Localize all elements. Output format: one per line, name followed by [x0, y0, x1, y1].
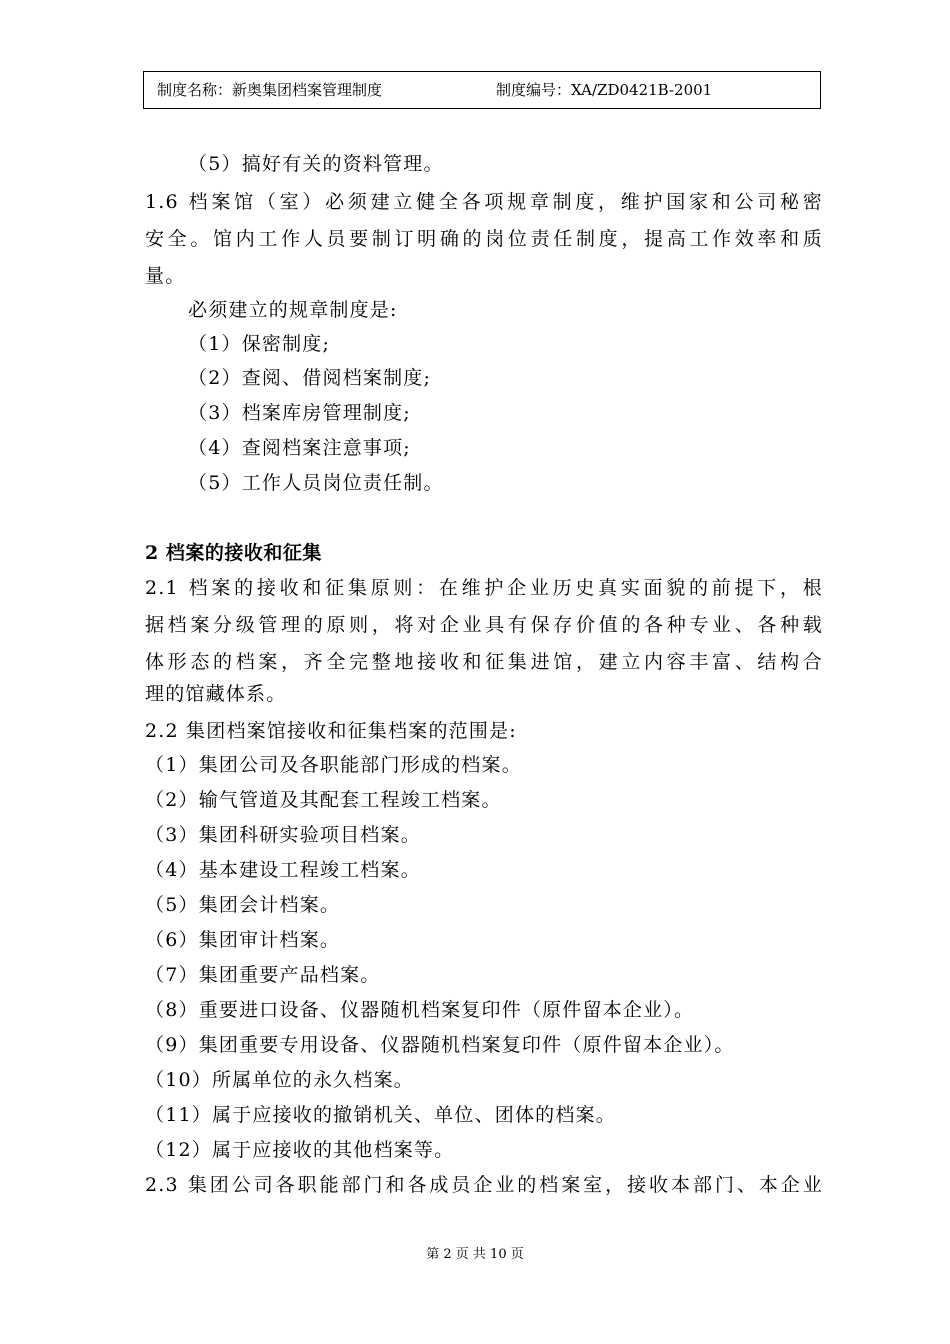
list-item: （5）集团会计档案。 — [145, 894, 341, 916]
list-item: （4）查阅档案注意事项; — [188, 437, 411, 459]
page-number: 第 2 页 共 10 页 — [426, 1247, 524, 1262]
text-line: 安全。馆内工作人员要制订明确的岗位责任制度，提高工作效率和质 — [145, 228, 823, 250]
document-header — [143, 71, 821, 109]
text-line: 2.1 档案的接收和征集原则：在维护企业历史真实面貌的前提下，根 — [145, 577, 823, 599]
list-item: （10）所属单位的永久档案。 — [145, 1069, 414, 1091]
policy-code: 制度编号：XA/ZD0421B-2001 — [496, 81, 713, 99]
text-line: 体形态的档案，齐全完整地接收和征集进馆，建立内容丰富、结构合 — [145, 651, 823, 673]
list-item: （7）集团重要产品档案。 — [145, 964, 381, 986]
text-line: 1.6 档案馆（室）必须建立健全各项规章制度，维护国家和公司秘密 — [145, 191, 823, 213]
list-item: （3）档案库房管理制度; — [188, 402, 411, 424]
list-item: （5）工作人员岗位责任制。 — [188, 472, 444, 494]
list-item: （1）集团公司及各职能部门形成的档案。 — [145, 754, 522, 776]
text-line: 量。 — [145, 265, 186, 287]
list-item: （3）集团科研实验项目档案。 — [145, 824, 421, 846]
section-heading: 2 档案的接收和征集 — [145, 542, 322, 564]
list-item: （6）集团审计档案。 — [145, 929, 341, 951]
list-item: （8）重要进口设备、仪器随机档案复印件（原件留本企业）。 — [145, 999, 695, 1021]
list-item: （2）输气管道及其配套工程竣工档案。 — [145, 789, 502, 811]
text-line: （5）搞好有关的资料管理。 — [188, 153, 444, 175]
policy-name: 制度名称：新奥集团档案管理制度 — [157, 81, 383, 99]
list-item: （4）基本建设工程竣工档案。 — [145, 859, 421, 881]
list-item: （11）属于应接收的撤销机关、单位、团体的档案。 — [145, 1104, 616, 1126]
text-line: 据档案分级管理的原则，将对企业具有保存价值的各种专业、各种载 — [145, 614, 823, 636]
text-line: 2.2 集团档案馆接收和征集档案的范围是: — [145, 720, 517, 742]
text-line: 必须建立的规章制度是: — [188, 299, 398, 321]
list-item: （9）集团重要专用设备、仪器随机档案复印件（原件留本企业）。 — [145, 1034, 735, 1056]
list-item: （2）查阅、借阅档案制度; — [188, 367, 432, 389]
list-item: （1）保密制度; — [188, 333, 331, 355]
text-line: 理的馆藏体系。 — [145, 683, 287, 705]
list-item: （12）属于应接收的其他档案等。 — [145, 1139, 455, 1161]
text-line: 2.3 集团公司各职能部门和各成员企业的档案室，接收本部门、本企业 — [145, 1174, 823, 1196]
